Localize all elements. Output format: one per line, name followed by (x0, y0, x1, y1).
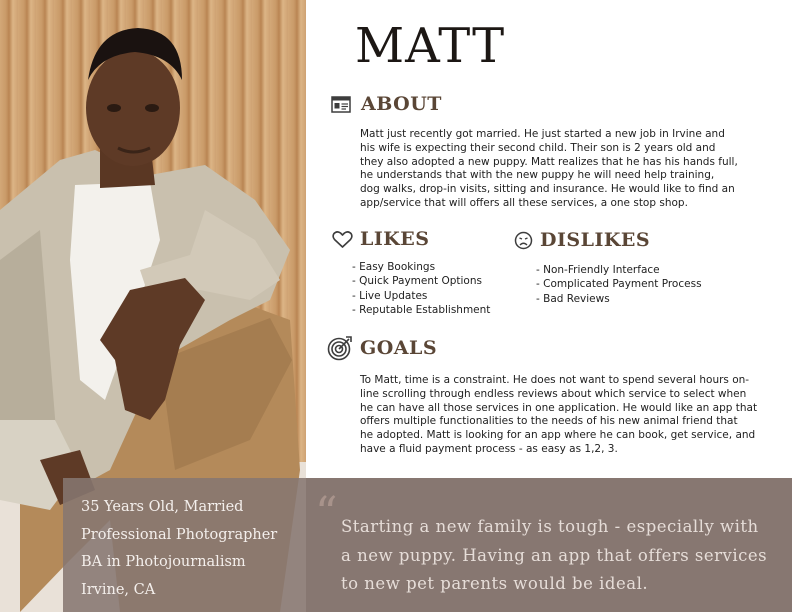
goals-line: he adopted. Matt is looking for an app where he can book, get service, and (360, 429, 756, 442)
goals-text (360, 374, 757, 457)
goals-line: To Matt, time is a constraint. He does not want to spend several hours on- (360, 374, 750, 386)
likes-heading: LIKES (360, 228, 430, 250)
quote-line: a new puppy. Having an app that offers services (341, 545, 768, 565)
heart-icon (332, 230, 353, 254)
quote-mark-icon: “ (315, 488, 338, 539)
demographic-item: Irvine, CA (81, 581, 156, 598)
dislikes-list (536, 263, 702, 306)
id-card-icon (331, 96, 351, 118)
sad-face-icon (514, 231, 533, 255)
demographic-item: 35 Years Old, Married (81, 499, 244, 515)
about-line: his wife is expecting their second child. Their son is 2 years old and (360, 141, 716, 154)
likes-item: - Reputable Establishment (352, 303, 491, 316)
likes-item: - Quick Payment Options (352, 275, 482, 288)
goals-line: have a fluid payment process - as easy as 1,2, 3. (360, 442, 618, 455)
demographic-item: BA in Photojournalism (81, 554, 246, 570)
quote-line: to new pet parents would be ideal. (341, 574, 649, 593)
likes-list (352, 260, 490, 317)
quote-line: Starting a new family is tough - especially with (341, 517, 759, 536)
about-line: Matt just recently got married. He just started a new job in Irvine and (360, 128, 725, 140)
target-icon (327, 335, 353, 366)
about-line: dog walks, drop-in visits, sitting and insurance. He would like to find an (360, 183, 735, 196)
about-line: he understands that with the new puppy he will need help training, (360, 169, 715, 182)
dislikes-heading: DISLIKES (540, 229, 651, 251)
dislikes-item: - Non-Friendly Interface (536, 264, 660, 276)
about-line: they also adopted a new puppy. Matt realizes that he has his hands full, (360, 155, 738, 168)
about-text (360, 128, 738, 211)
demographic-item: Professional Photographer (81, 526, 278, 543)
persona-quote (341, 513, 781, 599)
goals-line: he can have all those services in one application. He would like an app that (360, 401, 758, 414)
likes-item: - Easy Bookings (352, 261, 436, 273)
about-line: app/service that will offers all these services, a one stop shop. (360, 196, 688, 209)
persona-name: MATT (355, 18, 506, 74)
goals-line: line scrolling through endless reviews about which service to select when (360, 387, 747, 400)
demographics-list (81, 494, 277, 604)
dislikes-item: - Complicated Payment Process (536, 278, 702, 291)
likes-item: - Live Updates (352, 289, 428, 302)
goals-line: offers multiple functionalities to the needs of his new animal friend that (360, 415, 738, 428)
goals-heading: GOALS (360, 337, 438, 359)
about-heading: ABOUT (361, 93, 442, 115)
dislikes-item: - Bad Reviews (536, 292, 610, 305)
